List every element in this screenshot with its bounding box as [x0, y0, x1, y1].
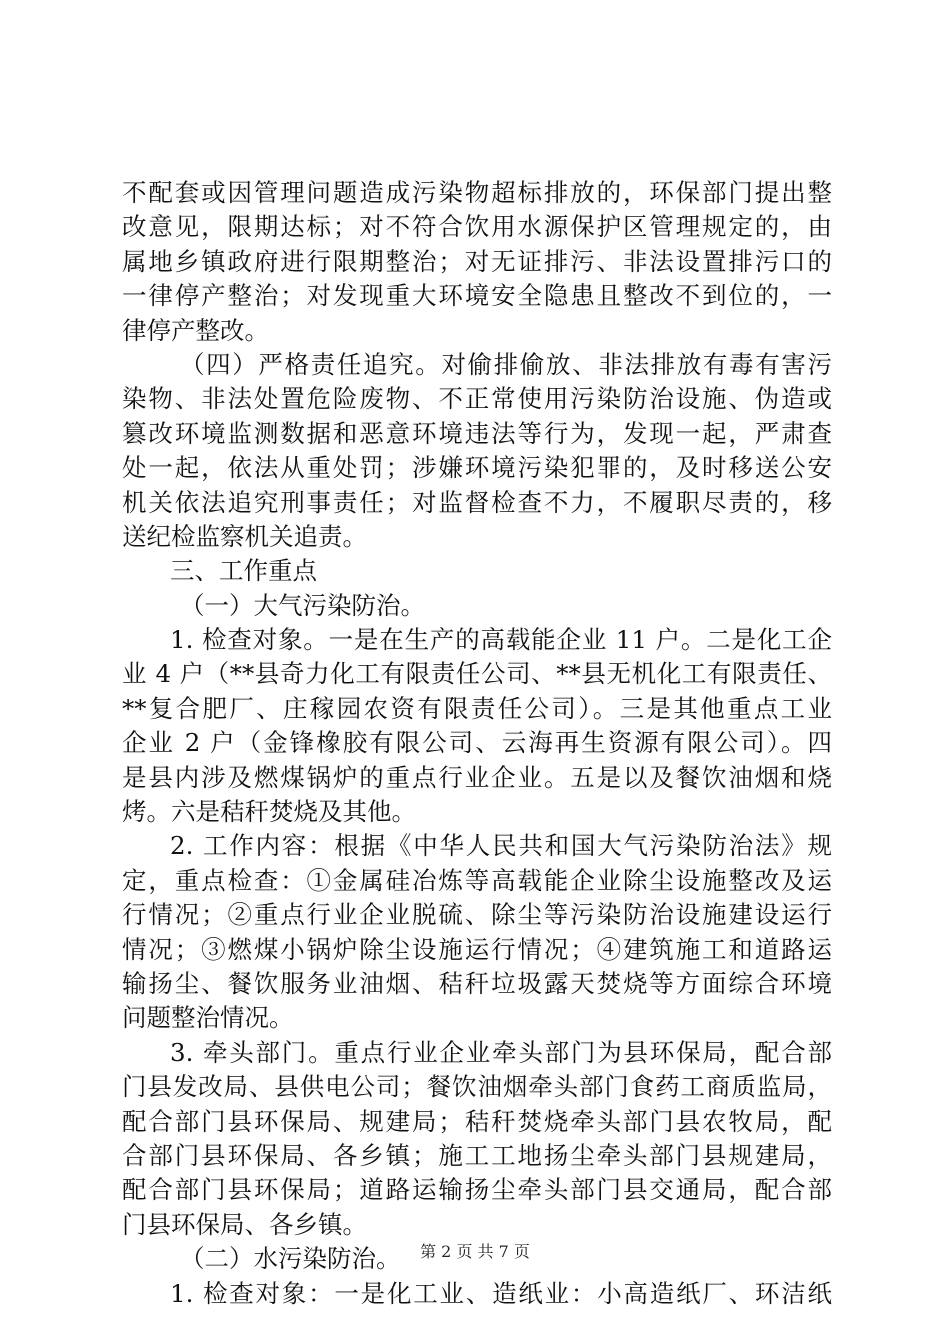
text-line: 不配套或因管理问题造成污染物超标排放的，环保部门提出整 [122, 178, 832, 207]
text-line: 行情况；②重点行业企业脱硫、除尘等污染防治设施建设运行 [122, 900, 832, 930]
text-line: 定，重点检查：①金属硅冶炼等高载能企业除尘设施整改及运 [122, 865, 832, 895]
text-line: 业 4 户（**县奇力化工有限责任公司、**县无机化工有限责任、 [122, 659, 832, 689]
text-line: 属地乡镇政府进行限期整治；对无证排污、非法设置排污口的 [122, 246, 832, 276]
text-line: 处一起，依法从重处罚；涉嫌环境污染犯罪的，及时移送公安 [122, 453, 832, 483]
text-line: 1. 检查对象：一是化工业、造纸业：小高造纸厂、环洁纸 [170, 1278, 832, 1308]
text-line: 门县发改局、县供电公司；餐饮油烟牵头部门食药工商质监局， [122, 1072, 832, 1102]
text-line: 改意见，限期达标；对不符合饮用水源保护区管理规定的，由 [122, 212, 832, 242]
text-line: 输扬尘、餐饮服务业油烟、秸秆垃圾露天焚烧等方面综合环境 [122, 968, 832, 998]
text-line: 3. 牵头部门。重点行业企业牵头部门为县环保局，配合部 [170, 1037, 832, 1067]
text-line: 问题整治情况。 [122, 1003, 294, 1033]
text-line: 企业 2 户（金锋橡胶有限公司、云海再生资源有限公司）。四 [122, 728, 832, 758]
text-line: 机关依法追究刑事责任；对监督检查不力，不履职尽责的，移 [122, 487, 832, 517]
text-line: （一）大气污染防治。 [180, 590, 425, 620]
text-line: 染物、非法处置危险废物、不正常使用污染防治设施、伪造或 [122, 384, 832, 414]
text-line: **复合肥厂、庄稼园农资有限责任公司）。三是其他重点工业 [122, 693, 832, 723]
text-line: 送纪检监察机关追责。 [122, 521, 367, 551]
text-line: 配合部门县环保局、规建局；秸秆焚烧牵头部门县农牧局，配 [122, 1106, 832, 1136]
text-line: 烤。六是秸秆焚烧及其他。 [122, 797, 416, 827]
text-line: 情况；③燃煤小锅炉除尘设施运行情况；④建筑施工和道路运 [122, 934, 832, 964]
text-line: 合部门县环保局、各乡镇；施工工地扬尘牵头部门县规建局， [122, 1140, 832, 1170]
text-line: 配合部门县环保局；道路运输扬尘牵头部门县交通局，配合部 [122, 1175, 832, 1205]
text-line: 律停产整改。 [122, 315, 269, 345]
text-line: 2. 工作内容：根据《中华人民共和国大气污染防治法》规 [170, 831, 832, 861]
text-line: 篡改环境监测数据和恶意环境违法等行为，发现一起，严肃查 [122, 418, 832, 448]
text-line: 门县环保局、各乡镇。 [122, 1209, 367, 1239]
text-line: 1. 检查对象。一是在生产的高载能企业 11 户。二是化工企 [170, 625, 832, 655]
text-line: 是县内涉及燃煤锅炉的重点行业企业。五是以及餐饮油烟和烧 [122, 762, 832, 792]
page-footer: 第 2 页 共 7 页 [420, 1242, 530, 1261]
document-body [122, 176, 832, 1311]
text-line: 一律停产整治；对发现重大环境安全隐患且整改不到位的，一 [122, 281, 832, 311]
text-line: （二）水污染防治。 [180, 1244, 401, 1274]
text-line: （四）严格责任追究。对偷排偷放、非法排放有毒有害污 [180, 349, 832, 379]
text-line: 三、工作重点 [170, 556, 317, 586]
